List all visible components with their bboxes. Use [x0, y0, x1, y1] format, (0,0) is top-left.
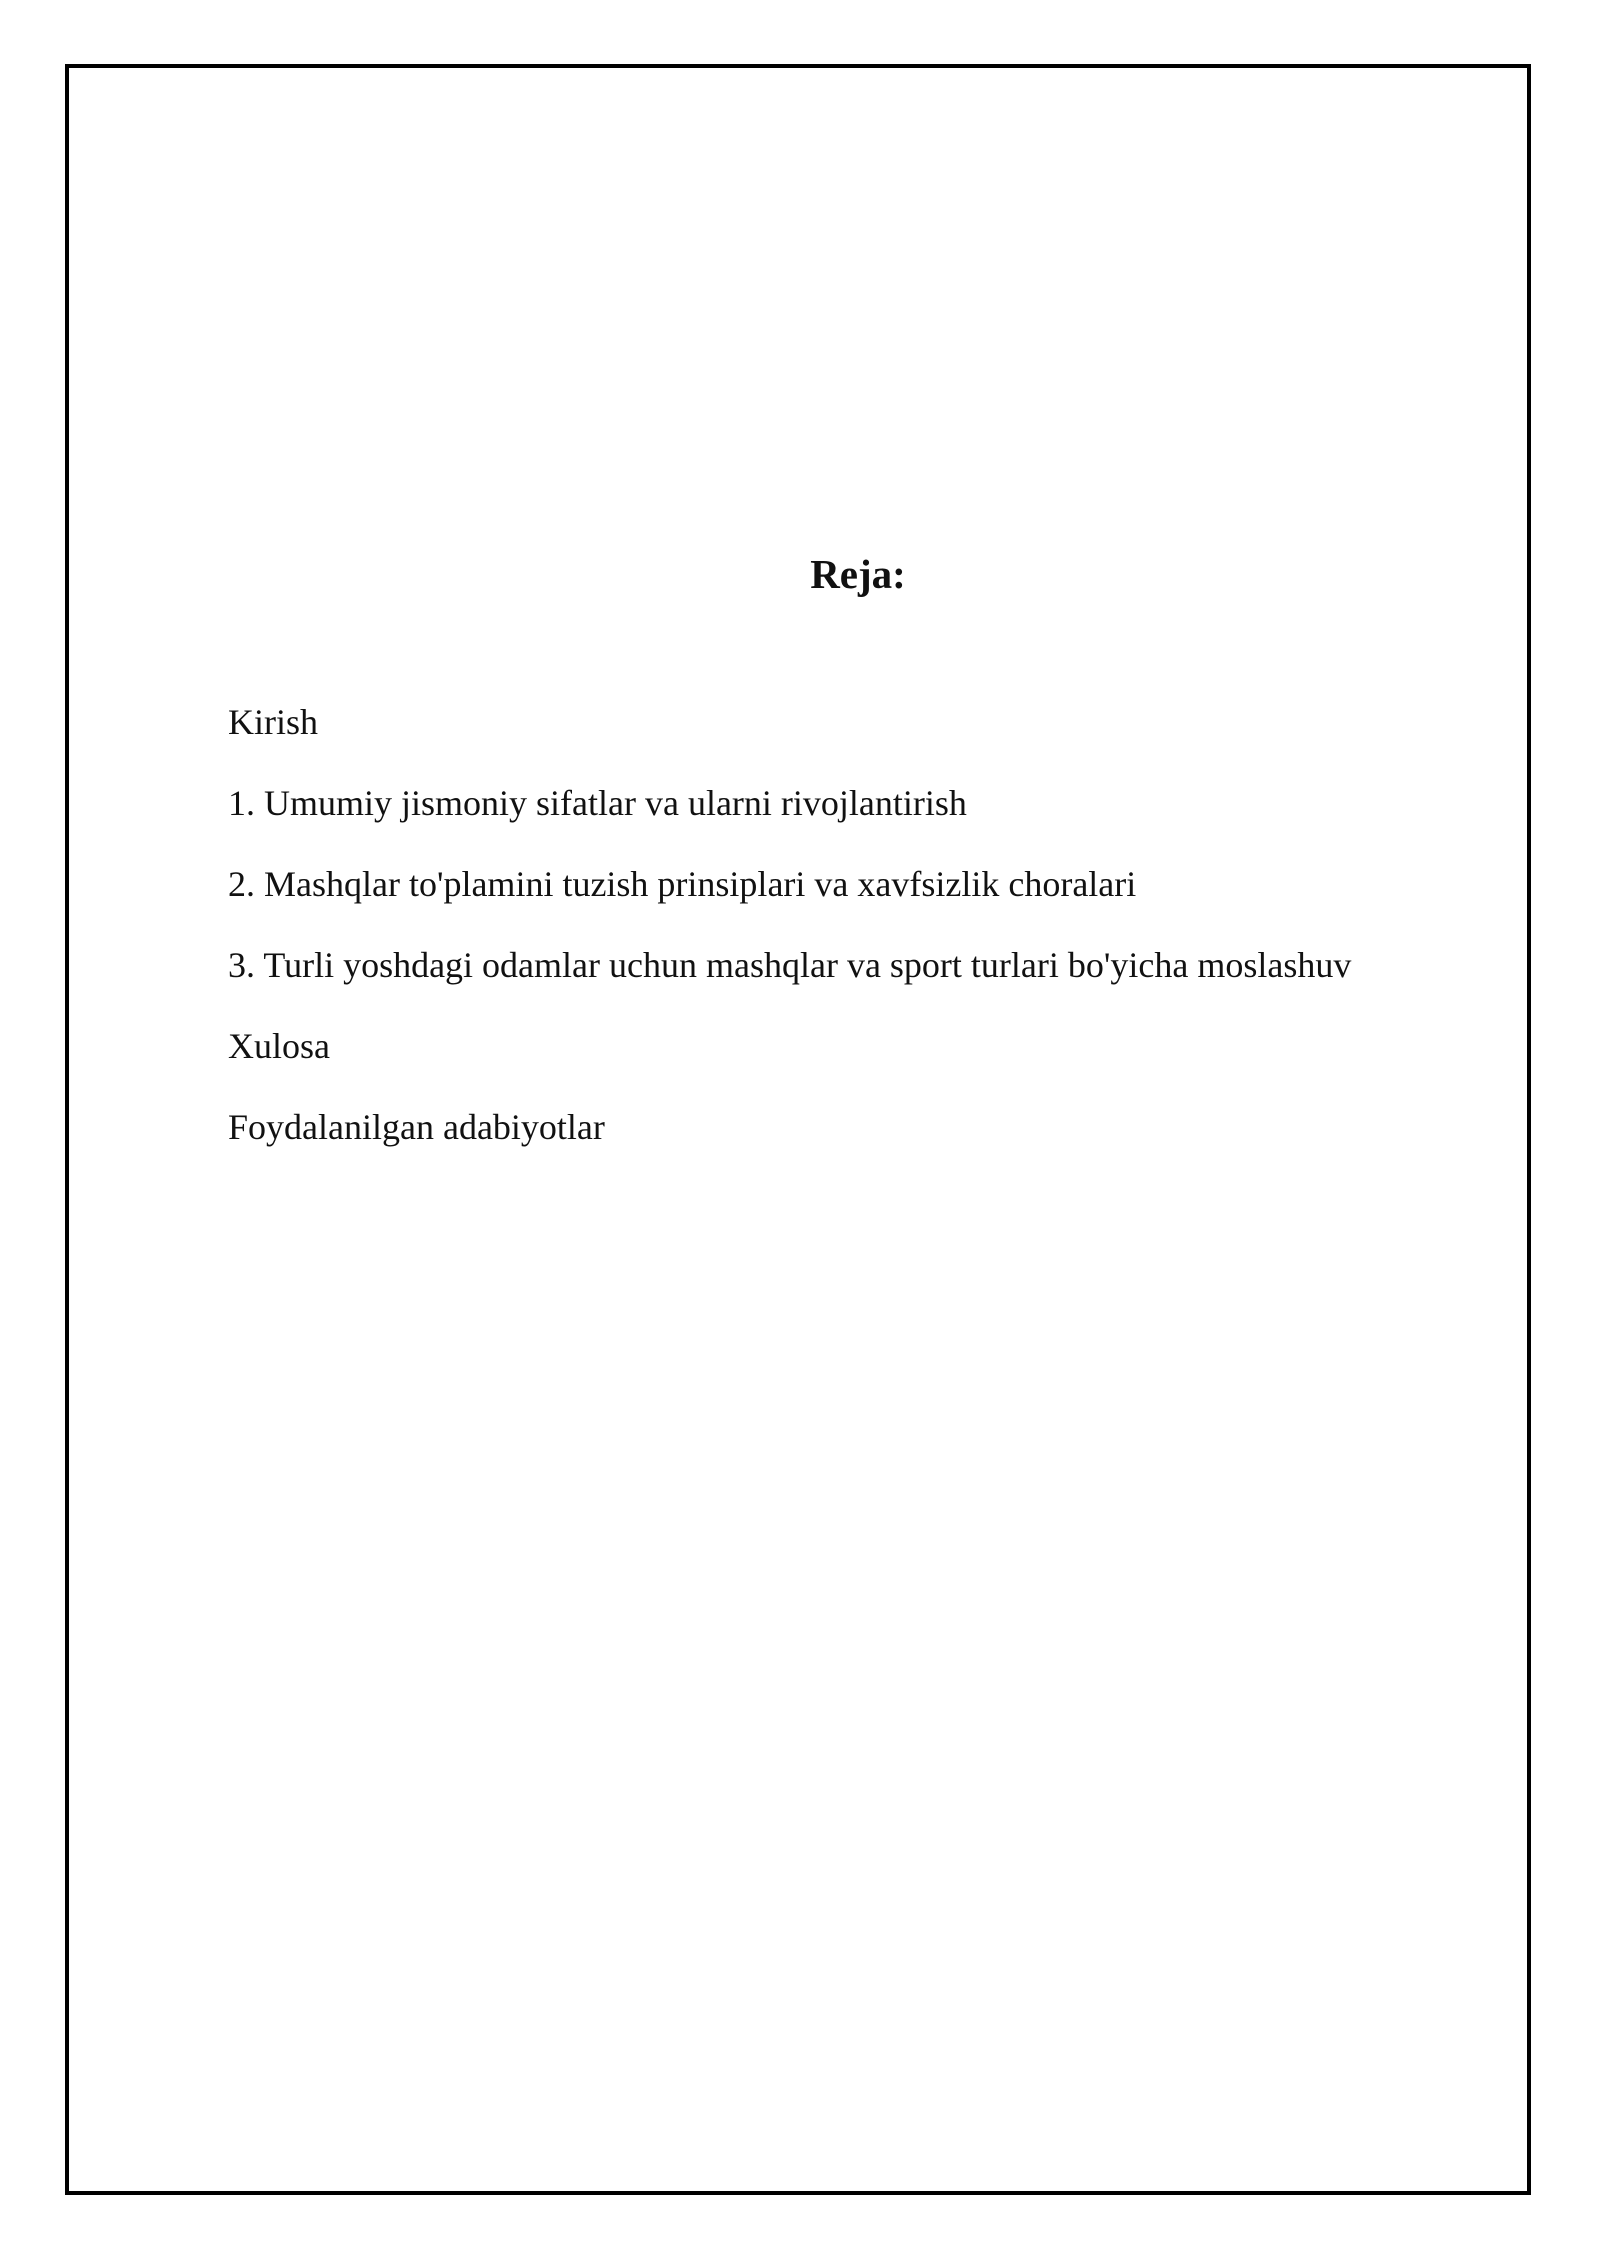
plan-item-2: 2. Mashqlar to'plamini tuzish prinsiplari va xavfsizlik choralari: [228, 864, 1137, 904]
plan-list: [228, 698, 1351, 1184]
plan-item-introduction: Kirish: [228, 702, 318, 742]
plan-item-3: 3. Turli yoshdagi odamlar uchun mashqlar va sport turlari bo'yicha moslashuv: [228, 945, 1352, 985]
plan-item-1: 1. Umumiy jismoniy sifatlar va ularni rivojlantirish: [228, 783, 967, 823]
plan-item-references: Foydalanilgan adabiyotlar: [228, 1107, 605, 1147]
plan-item-conclusion: Xulosa: [228, 1026, 330, 1066]
plan-title: Reja:: [810, 551, 906, 597]
